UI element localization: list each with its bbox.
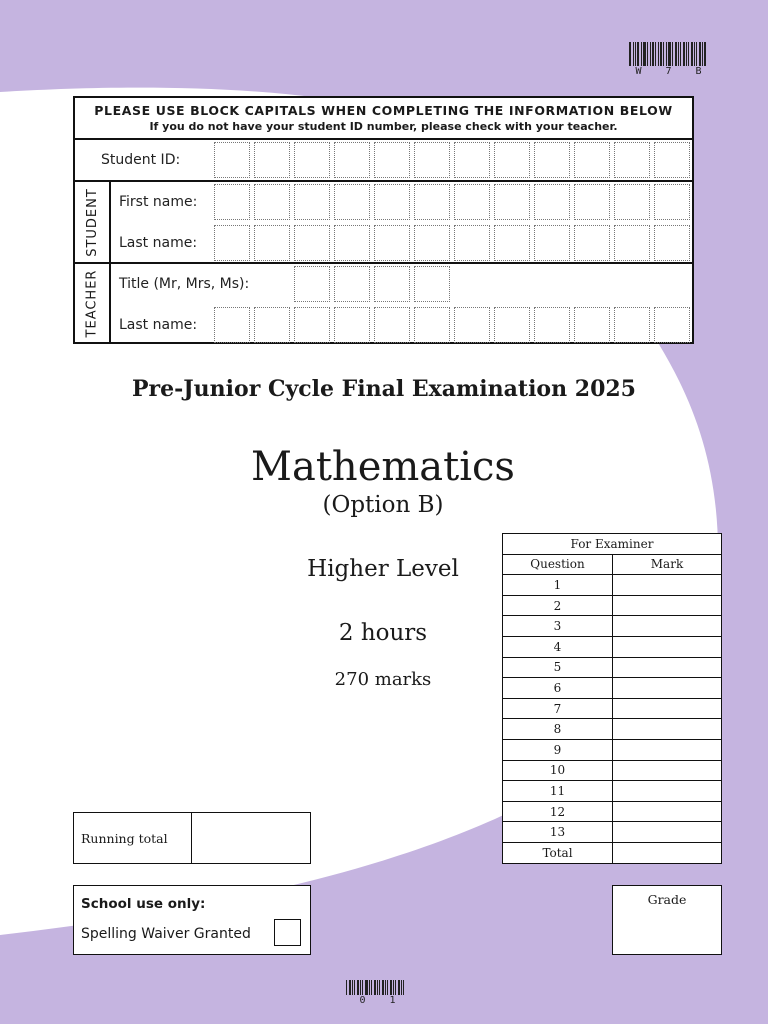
teacher-section-label: TEACHER (75, 264, 111, 342)
barcode-bar (647, 42, 648, 66)
exam-marks: 270 marks (334, 669, 432, 690)
barcode-bar (688, 42, 689, 66)
barcode-bar (683, 42, 685, 66)
letter-box[interactable] (454, 307, 490, 343)
examiner-table-title: For Examiner (503, 534, 722, 555)
letter-box[interactable] (214, 307, 250, 343)
letter-box[interactable] (294, 184, 330, 220)
question-number: 2 (503, 595, 613, 616)
letter-box[interactable] (374, 142, 410, 178)
letter-box[interactable] (334, 266, 370, 302)
letter-box[interactable] (574, 225, 610, 261)
barcode-bar (374, 980, 376, 995)
letter-box[interactable] (654, 142, 690, 178)
form-heading: PLEASE USE BLOCK CAPITALS WHEN COMPLETING THE INFORMATION BELOW (94, 103, 673, 118)
spelling-waiver-label: Spelling Waiver Granted (81, 926, 251, 942)
question-mark-cell[interactable] (613, 595, 722, 616)
letter-box[interactable] (334, 142, 370, 178)
barcode-bar (663, 42, 664, 66)
letter-box[interactable] (214, 142, 250, 178)
barcode-bar (702, 42, 703, 66)
letter-box[interactable] (654, 307, 690, 343)
teacher-last-name-boxes[interactable] (214, 307, 694, 343)
letter-box[interactable] (454, 142, 490, 178)
letter-box[interactable] (574, 184, 610, 220)
question-mark-cell[interactable] (613, 719, 722, 740)
barcode-bar (357, 980, 359, 995)
barcode-top-bars (629, 42, 717, 66)
question-mark-cell[interactable] (613, 781, 722, 802)
question-mark-cell[interactable] (613, 657, 722, 678)
letter-box[interactable] (374, 307, 410, 343)
question-number: 10 (503, 760, 613, 781)
barcode-bar (362, 980, 363, 995)
letter-box[interactable] (414, 266, 450, 302)
letter-box[interactable] (254, 307, 290, 343)
barcode-bar (635, 42, 636, 66)
barcode-bar (641, 42, 642, 66)
letter-box[interactable] (494, 307, 530, 343)
barcode-bar (377, 980, 378, 995)
letter-box[interactable] (374, 184, 410, 220)
question-number: 12 (503, 801, 613, 822)
letter-box[interactable] (574, 307, 610, 343)
barcode-bar (675, 42, 677, 66)
letter-box[interactable] (614, 307, 650, 343)
subject-title: Mathematics (251, 444, 515, 490)
letter-box[interactable] (374, 225, 410, 261)
question-row (503, 657, 722, 678)
barcode-bar (349, 980, 351, 995)
letter-box[interactable] (654, 184, 690, 220)
letter-box[interactable] (614, 184, 650, 220)
letter-box[interactable] (534, 307, 570, 343)
question-row (503, 781, 722, 802)
question-mark-cell[interactable] (613, 822, 722, 843)
question-row (503, 801, 722, 822)
question-row (503, 822, 722, 843)
form-header (75, 98, 692, 140)
question-number: 1 (503, 575, 613, 596)
barcode-bar (365, 980, 368, 995)
barcode-bar (680, 42, 681, 66)
barcode-bar (390, 980, 392, 995)
barcode-bar (401, 980, 402, 995)
letter-box[interactable] (494, 142, 530, 178)
total-mark-cell[interactable] (613, 842, 722, 863)
barcode-bar (346, 980, 347, 995)
barcode-bar (398, 980, 400, 995)
question-mark-cell[interactable] (613, 616, 722, 637)
question-row (503, 575, 722, 596)
letter-box[interactable] (294, 225, 330, 261)
letter-box[interactable] (254, 225, 290, 261)
barcode-bar (395, 980, 396, 995)
barcode-bar (678, 42, 679, 66)
letter-box[interactable] (214, 225, 250, 261)
question-header: Question (503, 554, 613, 575)
student-first-name-label: First name: (119, 194, 198, 210)
letter-box[interactable] (374, 266, 410, 302)
subject-option: (Option B) (322, 492, 444, 518)
running-total-label: Running total (74, 813, 192, 863)
question-row (503, 698, 722, 719)
barcode-bar (385, 980, 386, 995)
letter-box[interactable] (334, 225, 370, 261)
letter-box[interactable] (494, 184, 530, 220)
exam-level: Higher Level (307, 556, 459, 582)
barcode-bar (637, 42, 639, 66)
student-first-name-boxes[interactable] (214, 184, 694, 220)
letter-box[interactable] (414, 307, 450, 343)
letter-box[interactable] (294, 266, 330, 302)
question-number: 13 (503, 822, 613, 843)
exam-duration: 2 hours (338, 620, 428, 646)
letter-box[interactable] (294, 307, 330, 343)
question-mark-cell[interactable] (613, 801, 722, 822)
teacher-title-label: Title (Mr, Mrs, Ms): (119, 276, 250, 292)
barcode-bar (633, 42, 634, 66)
question-number: 8 (503, 719, 613, 740)
barcode-bar (403, 980, 404, 995)
letter-box[interactable] (654, 225, 690, 261)
letter-box[interactable] (494, 225, 530, 261)
barcode-bar (352, 980, 353, 995)
barcode-bar (650, 42, 651, 66)
mark-header: Mark (613, 554, 722, 575)
letter-box[interactable] (454, 184, 490, 220)
barcode-bar (704, 42, 706, 66)
barcode-bar (629, 42, 631, 66)
barcode-bar (379, 980, 380, 995)
student-id-boxes[interactable] (214, 142, 694, 178)
letter-box[interactable] (414, 225, 450, 261)
letter-box[interactable] (334, 184, 370, 220)
question-mark-cell[interactable] (613, 678, 722, 699)
exam-title: Pre-Junior Cycle Final Examination 2025 (132, 376, 636, 402)
barcode-bar (660, 42, 662, 66)
barcode-bar (354, 980, 355, 995)
student-last-name-boxes[interactable] (214, 225, 694, 261)
student-last-name-label: Last name: (119, 235, 198, 251)
barcode-bar (382, 980, 384, 995)
question-number: 4 (503, 636, 613, 657)
barcode-bar (666, 42, 667, 66)
barcode-bottom (346, 980, 418, 1006)
barcode-bar (696, 42, 697, 66)
form-subheading: If you do not have your student ID number, please check with your teacher. (149, 120, 618, 133)
barcode-bar (655, 42, 656, 66)
question-number: 11 (503, 781, 613, 802)
question-mark-cell[interactable] (613, 575, 722, 596)
letter-box[interactable] (254, 184, 290, 220)
letter-box[interactable] (574, 142, 610, 178)
letter-box[interactable] (534, 184, 570, 220)
student-section-label: STUDENT (75, 182, 111, 262)
letter-box[interactable] (294, 142, 330, 178)
barcode-bar (691, 42, 693, 66)
question-row (503, 616, 722, 637)
student-id-label: Student ID: (101, 152, 181, 168)
barcode-bar (393, 980, 394, 995)
letter-box[interactable] (454, 225, 490, 261)
barcode-bottom-bars (346, 980, 418, 995)
barcode-bar (387, 980, 388, 995)
running-total-cell[interactable] (192, 813, 310, 863)
question-rows (503, 575, 722, 843)
barcode-bar (672, 42, 673, 66)
barcode-bar (371, 980, 372, 995)
question-row (503, 678, 722, 699)
letter-box[interactable] (414, 142, 450, 178)
letter-box[interactable] (214, 184, 250, 220)
running-total-box (73, 812, 311, 864)
letter-box[interactable] (414, 184, 450, 220)
barcode-bar (699, 42, 701, 66)
teacher-last-name-label: Last name: (119, 317, 198, 333)
barcode-bar (643, 42, 646, 66)
question-number: 3 (503, 616, 613, 637)
barcode-bar (694, 42, 695, 66)
letter-box[interactable] (614, 142, 650, 178)
barcode-top-text: W 7 B (635, 66, 711, 77)
school-use-box (73, 885, 311, 955)
question-number: 5 (503, 657, 613, 678)
barcode-bar (652, 42, 654, 66)
question-mark-cell[interactable] (613, 636, 722, 657)
question-row (503, 595, 722, 616)
teacher-title-boxes[interactable] (294, 266, 454, 302)
barcode-bar (658, 42, 659, 66)
student-info-form (73, 96, 694, 344)
letter-box[interactable] (334, 307, 370, 343)
question-row (503, 739, 722, 760)
school-use-title: School use only: (81, 896, 206, 912)
barcode-top (629, 42, 717, 77)
barcode-bottom-text: 0 1 (359, 995, 405, 1006)
barcode-bar (369, 980, 370, 995)
grade-box[interactable] (612, 885, 722, 955)
spelling-waiver-checkbox[interactable] (274, 919, 301, 946)
letter-box[interactable] (534, 142, 570, 178)
question-row (503, 760, 722, 781)
question-number: 6 (503, 678, 613, 699)
question-number: 9 (503, 739, 613, 760)
question-mark-cell[interactable] (613, 739, 722, 760)
letter-box[interactable] (614, 225, 650, 261)
question-mark-cell[interactable] (613, 698, 722, 719)
barcode-bar (360, 980, 361, 995)
question-row (503, 636, 722, 657)
barcode-bar (668, 42, 671, 66)
letter-box[interactable] (254, 142, 290, 178)
question-mark-cell[interactable] (613, 760, 722, 781)
barcode-bar (686, 42, 687, 66)
question-number: 7 (503, 698, 613, 719)
examiner-table (502, 533, 722, 864)
total-label: Total (503, 842, 613, 863)
grade-label: Grade (647, 892, 687, 907)
letter-box[interactable] (534, 225, 570, 261)
question-row (503, 719, 722, 740)
